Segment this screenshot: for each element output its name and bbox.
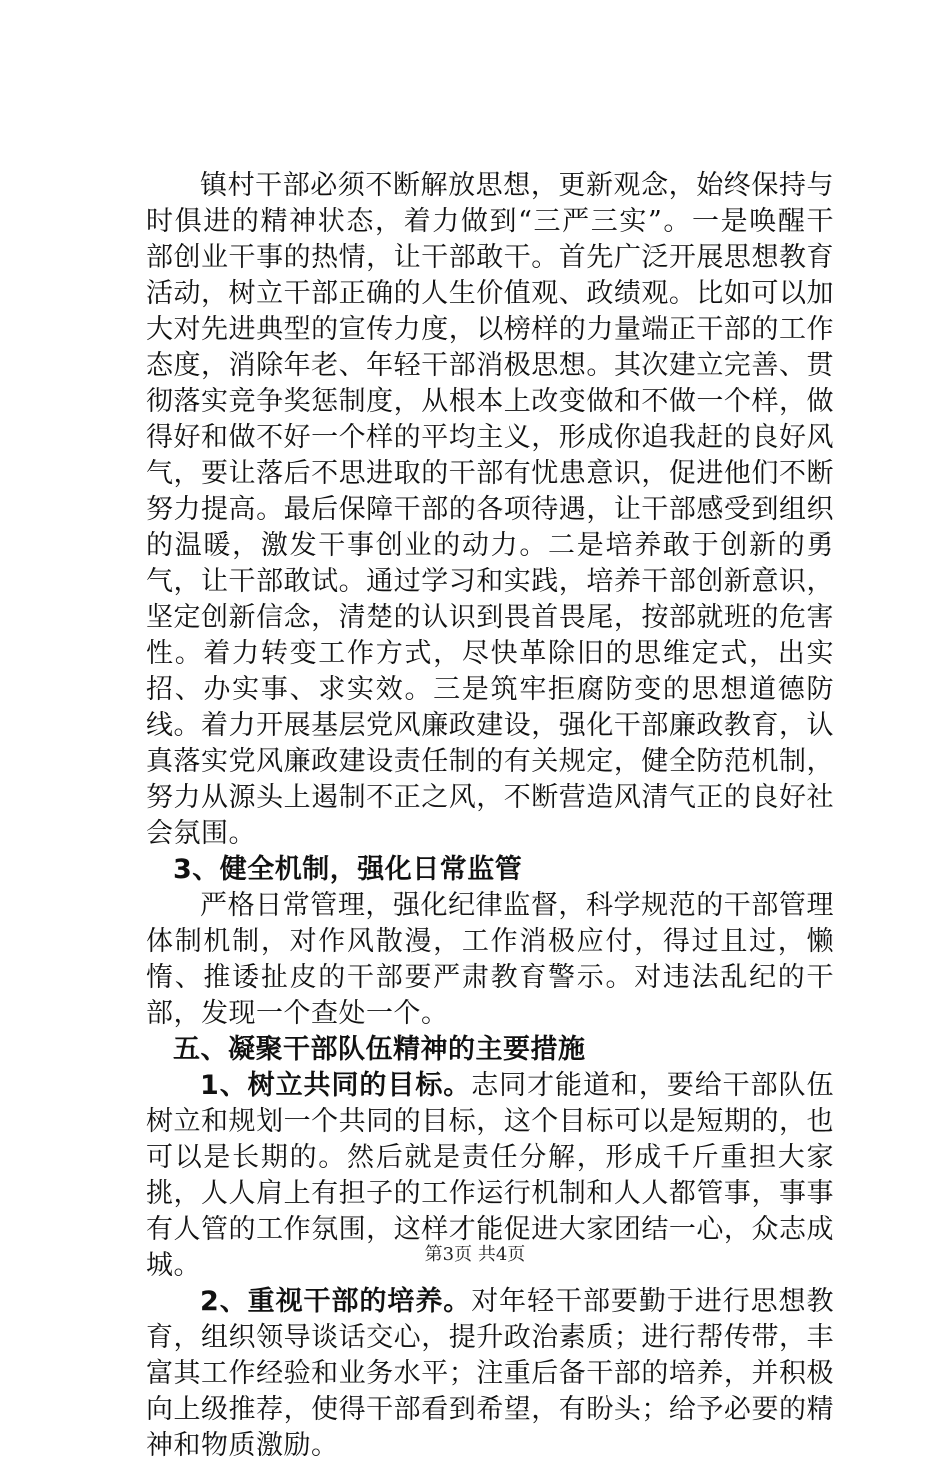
document-body [146, 168, 834, 1464]
heading-main-measures: 五、凝聚干部队伍精神的主要措施 [173, 1034, 586, 1065]
paragraph-daily-supervision: 严格日常管理，强化纪律监督，科学规范的干部管理体制机制，对作风散漫，工作消极应付，得过且过，懒惰、推诿扯皮的干部要严肃教育警示。对违法乱纪的干部，发现一个查处一个。 [146, 890, 834, 1029]
paragraph-cadre-mindset: 镇村干部必须不断解放思想，更新观念，始终保持与时俱进的精神状态，着力做到“三严三实”。一是唤醒干部创业干事的热情，让干部敢干。首先广泛开展思想教育活动，树立干部正确的人生价值观、政绩观。比如可以加大对先进典型的宣传力度，以榜样的力量端正干部的工作态度，消除年老、年轻干部消极思想。其次建立完善、贯彻落实竞争奖惩制度，从根本上改变做和不做一个样，做得好和做不好一个样的平均主义，形成你追我赶的良好风气，要让落后不思进取的干部有忧患意识，促进他们不断努力提高。最后保障干部的各项待遇，让干部感受到组织的温暖，激发干事创业的动力。二是培养敢于创新的勇气，让干部敢试。通过学习和实践，培养干部创新意识，坚定创新信念，清楚的认识到畏首畏尾，按部就班的危害性。着力转变工作方式，尽快革除旧的思维定式，出实招、办实事、求实效。三是筑牢拒腐防变的思想道德防线。着力开展基层党风廉政建设，强化干部廉政教育，认真落实党风廉政建设责任制的有关规定，健全防范机制，努力从源头上遏制不正之风，不断营造风清气正的良好社会氛围。 [146, 170, 834, 849]
lead-cadre-training: 2、重视干部的培养。 [200, 1286, 472, 1317]
page-footer: 第3页 共4页 [424, 1244, 526, 1265]
body-common-goal: 志同才能道和，要给干部队伍树立和规划一个共同的目标，这个目标可以是短期的，也可以是长期的。然后就是责任分解，形成千斤重担大家挑，人人肩上有担子的工作运行机制和人人都管事，事事有人管的工作氛围，这样才能促进大家团结一心，众志成城。 [146, 1070, 834, 1281]
lead-common-goal: 1、树立共同的目标。 [200, 1070, 472, 1101]
paragraph-cadre-training [146, 1284, 834, 1464]
body-cadre-training: 对年轻干部要勤于进行思想教育，组织领导谈话交心，提升政治素质；进行帮传带，丰富其工作经验和业务水平；注重后备干部的培养，并积极向上级推荐，使得干部看到希望，有盼头；给予必要的精神和物质激励。 [146, 1286, 834, 1461]
heading-mechanism: 3、健全机制，强化日常监管 [173, 854, 523, 885]
